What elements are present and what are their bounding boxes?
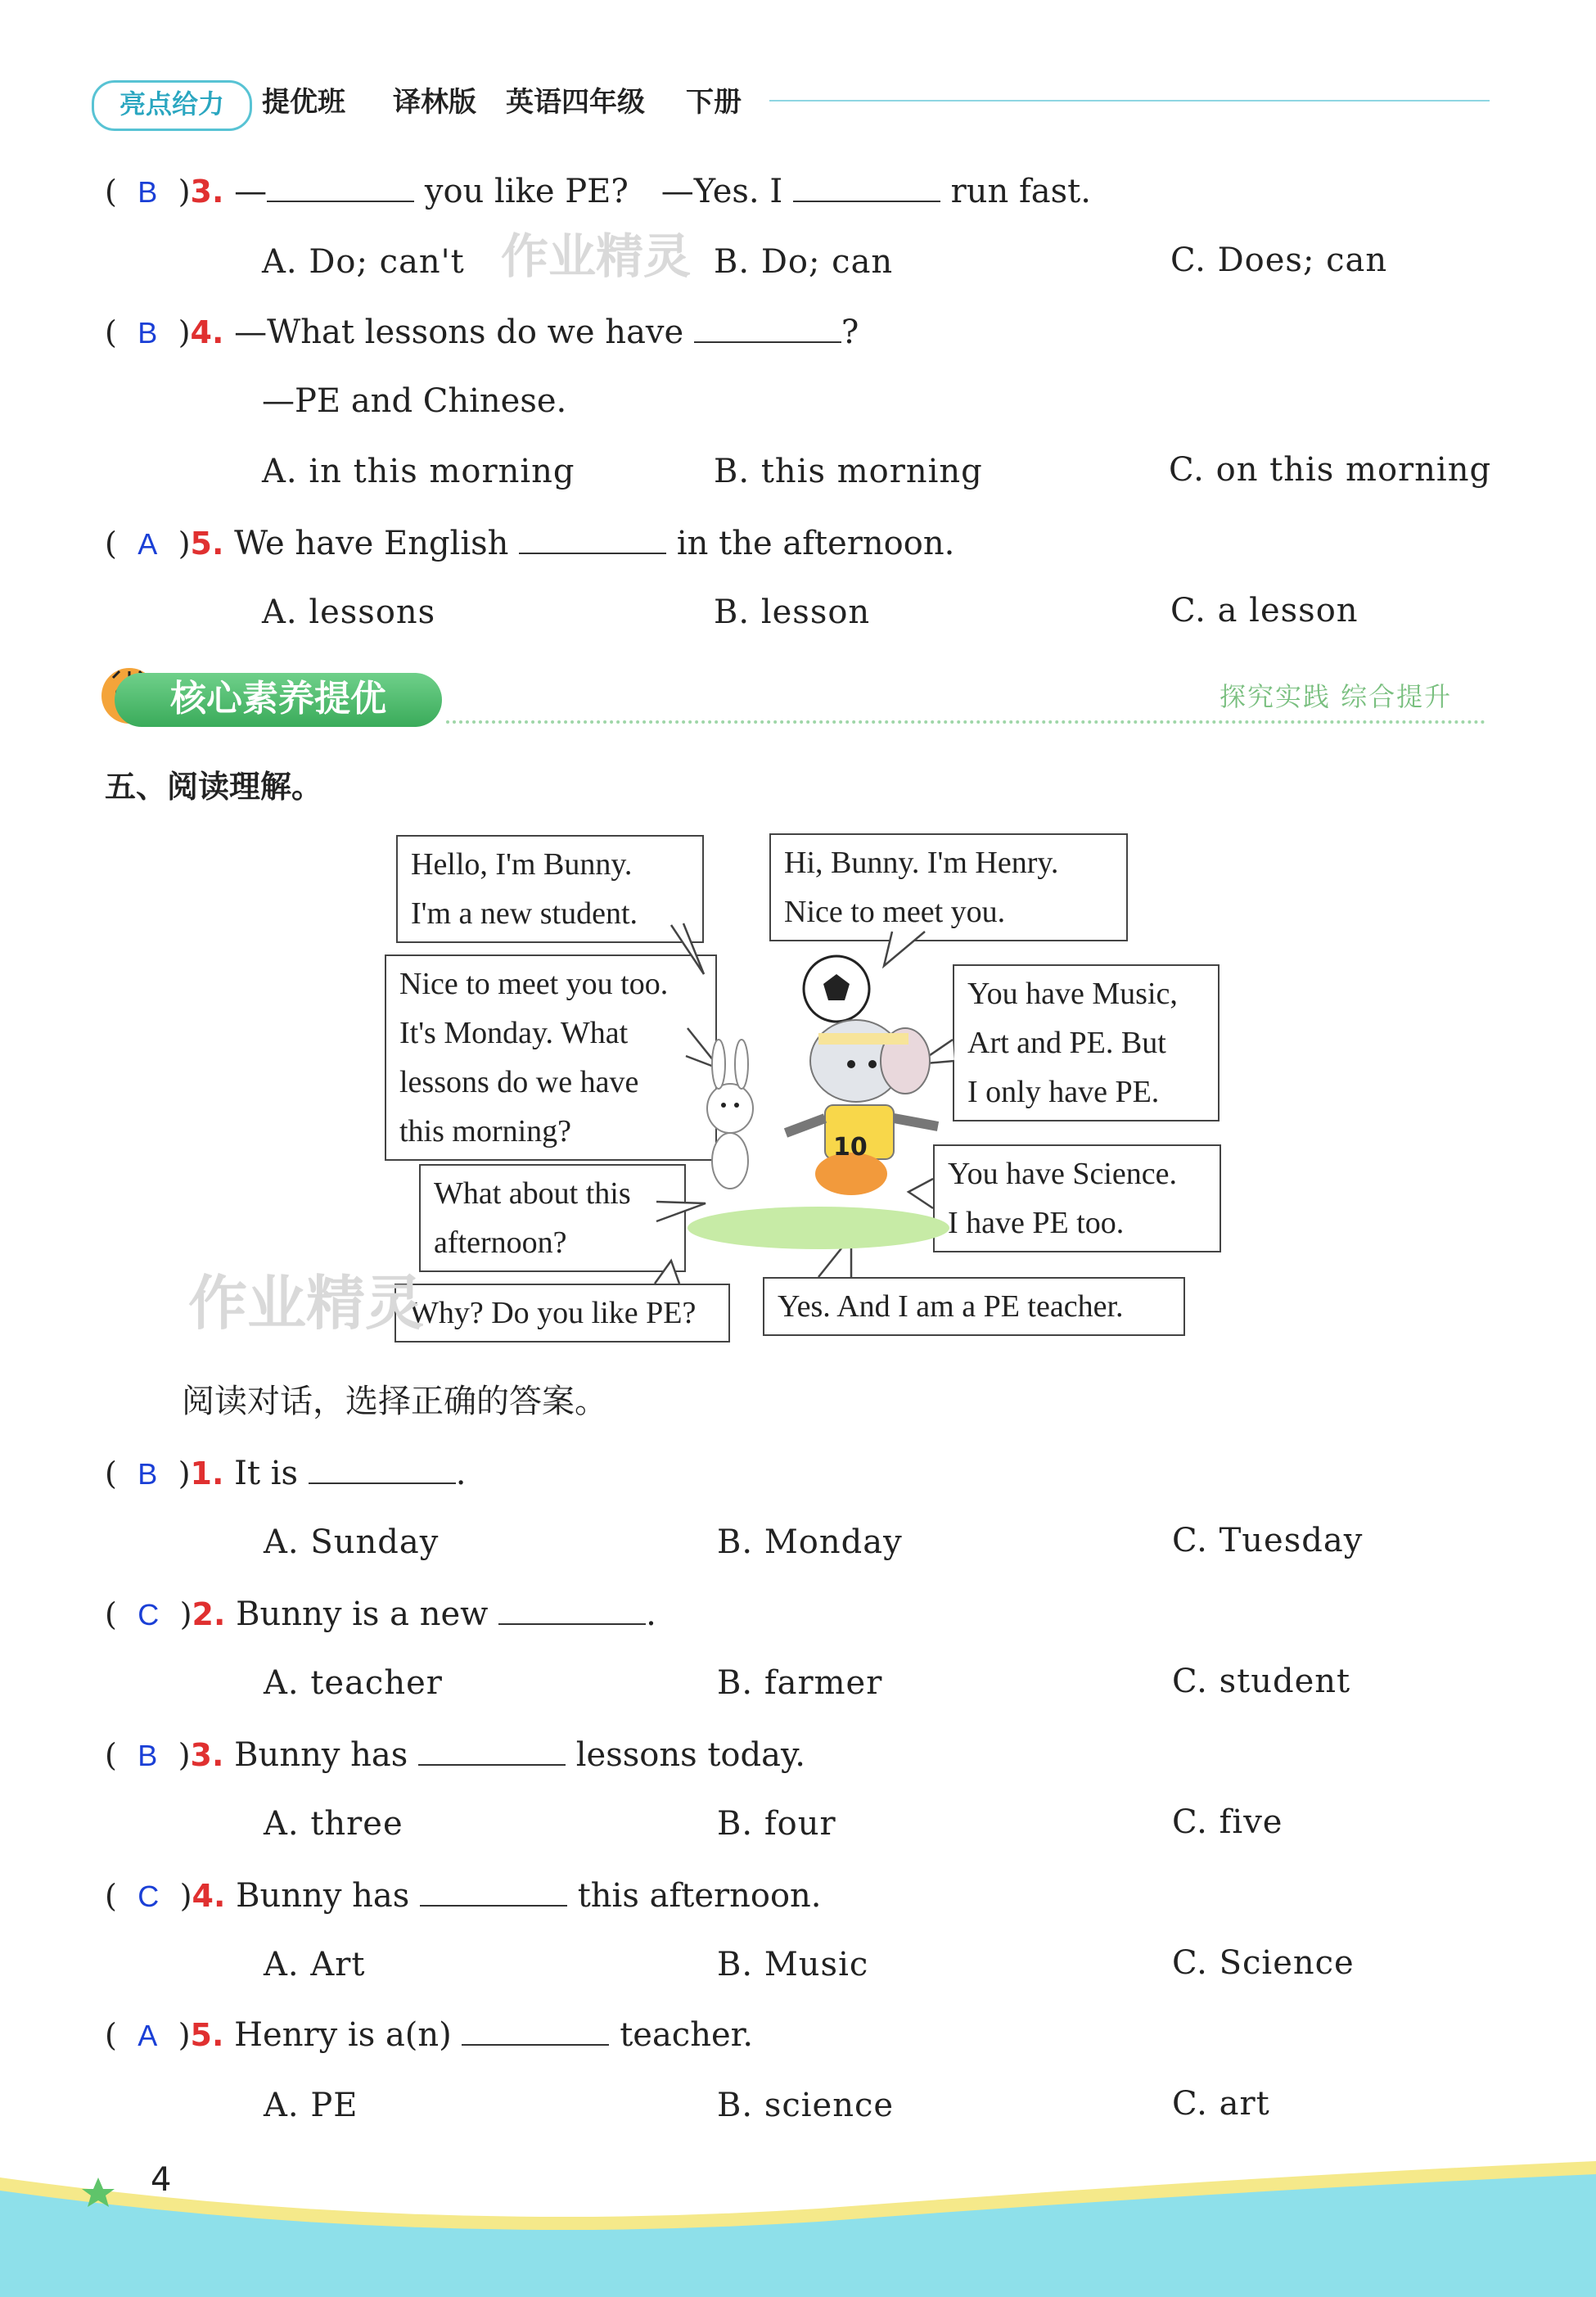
- question-number: 2.: [192, 1596, 226, 1632]
- answer-blank[interactable]: [420, 1872, 567, 1907]
- option-b[interactable]: B. this morning: [714, 453, 983, 490]
- answer-mark: A: [138, 527, 158, 561]
- question-row: ( B )1. It is .: [105, 1449, 467, 1499]
- question-number: 4.: [190, 314, 224, 350]
- question-number: 3.: [190, 1737, 224, 1773]
- answer-blank[interactable]: [418, 1731, 566, 1766]
- option-b[interactable]: B. lesson: [714, 593, 871, 631]
- speech-bubble: Why? Do you like PE?: [394, 1284, 730, 1343]
- speech-bubble: Hello, I'm Bunny. I'm a new student.: [396, 835, 704, 943]
- bunny-character-icon: [707, 1040, 753, 1189]
- option-a[interactable]: A. lessons: [262, 593, 436, 631]
- option-c[interactable]: C. on this morning: [1169, 451, 1492, 489]
- volume-label: 下册: [686, 86, 742, 119]
- question-row: ( A )5. We have English in the afternoon.: [105, 519, 954, 569]
- soccer-ball-icon: [804, 956, 869, 1022]
- option-c[interactable]: C. Tuesday: [1172, 1522, 1364, 1559]
- answer-blank[interactable]: [309, 1450, 456, 1484]
- question-number: 5.: [190, 526, 224, 562]
- section-banner: 核心素养提优: [115, 673, 442, 727]
- question-number: 1.: [190, 1455, 224, 1491]
- option-c[interactable]: C. five: [1172, 1803, 1283, 1841]
- banner-subtitle: 探究实践 综合提升: [1220, 681, 1453, 712]
- answer-blank[interactable]: [498, 1591, 646, 1625]
- option-c[interactable]: C. Does; can: [1170, 241, 1388, 279]
- subject-label: 英语四年级: [506, 86, 645, 119]
- question-number: 5.: [190, 2017, 224, 2053]
- speech-bubble: You have Music, Art and PE. But I only have PE.: [953, 964, 1220, 1121]
- answer-mark: B: [138, 1457, 158, 1491]
- question-row: ( B )3. Bunny has lessons today.: [105, 1731, 805, 1780]
- option-a[interactable]: A. Art: [264, 1946, 366, 1983]
- option-b[interactable]: B. four: [717, 1805, 836, 1843]
- section-title: 五、阅读理解。: [105, 769, 323, 805]
- elephant-character-icon: [786, 1020, 938, 1195]
- option-a[interactable]: A. three: [264, 1805, 404, 1843]
- option-a[interactable]: A. PE: [264, 2087, 358, 2124]
- answer-blank[interactable]: [462, 2011, 609, 2046]
- option-c[interactable]: C. student: [1172, 1663, 1351, 1700]
- answer-mark: B: [138, 1739, 158, 1772]
- option-a[interactable]: A. in this morning: [262, 453, 575, 490]
- option-b[interactable]: B. farmer: [717, 1664, 883, 1702]
- option-c[interactable]: C. art: [1172, 2085, 1270, 2123]
- shirt-number: 10: [833, 1133, 868, 1162]
- series-name: 提优班: [262, 86, 345, 119]
- question-row: ( C )2. Bunny is a new .: [105, 1590, 656, 1640]
- option-b[interactable]: B. Music: [717, 1946, 869, 1983]
- question-number: 4.: [192, 1878, 226, 1914]
- answer-mark: B: [138, 316, 158, 350]
- answer-mark: A: [138, 2019, 158, 2052]
- speech-bubble: What about this afternoon?: [419, 1164, 686, 1272]
- option-c[interactable]: C. Science: [1172, 1944, 1355, 1982]
- option-b[interactable]: B. Monday: [717, 1523, 903, 1561]
- page-number: 4: [151, 2161, 172, 2199]
- speech-bubble: Hi, Bunny. I'm Henry. Nice to meet you.: [769, 833, 1128, 941]
- edition-label: 译林版: [393, 86, 476, 119]
- question-row: ( C )4. Bunny has this afternoon.: [105, 1871, 822, 1921]
- dialogue-reply: —PE and Chinese.: [262, 382, 567, 420]
- watermark: 作业精灵: [188, 1269, 425, 1338]
- answer-mark: C: [138, 1880, 160, 1913]
- question-row: ( A )5. Henry is a(n) teacher.: [105, 2010, 753, 2060]
- question-number: 3.: [190, 174, 224, 210]
- speech-bubble: Yes. And I am a PE teacher.: [763, 1277, 1185, 1336]
- footer-wave: [0, 2153, 1596, 2297]
- option-a[interactable]: A. Sunday: [264, 1523, 440, 1561]
- option-a[interactable]: A. teacher: [264, 1664, 443, 1702]
- option-a[interactable]: A. Do; can't: [262, 243, 465, 281]
- question-row: ( B )4. —What lessons do we have ?: [105, 308, 859, 358]
- option-c[interactable]: C. a lesson: [1170, 592, 1359, 630]
- option-b[interactable]: B. science: [717, 2087, 895, 2124]
- watermark: 作业精灵: [501, 228, 692, 284]
- speech-bubble: You have Science. I have PE too.: [933, 1144, 1221, 1252]
- instruction-text: 阅读对话，选择正确的答案。: [182, 1383, 607, 1420]
- answer-mark: C: [138, 1598, 160, 1631]
- speech-bubble: Nice to meet you too. It's Monday. What lessons do we have this morning?: [385, 954, 717, 1161]
- option-b[interactable]: B. Do; can: [714, 243, 894, 281]
- brand-badge: 亮点给力: [92, 80, 252, 131]
- question-row: ( B )3. — you like PE? —Yes. I run fast.: [105, 167, 1091, 217]
- answer-mark: B: [138, 175, 158, 209]
